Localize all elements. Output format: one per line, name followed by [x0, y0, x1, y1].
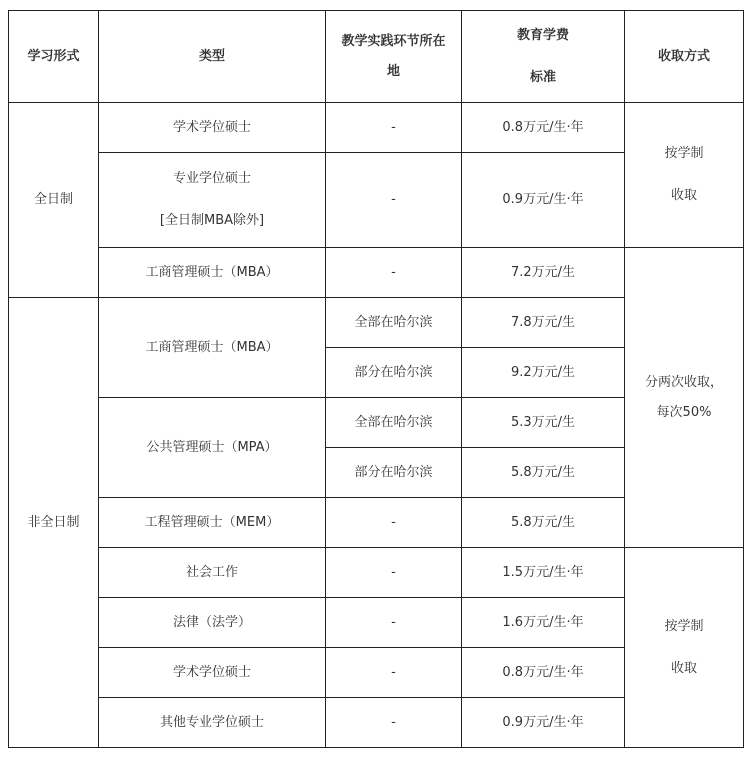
- type-cell: 其他专业学位硕士: [99, 698, 326, 748]
- type-cell: 学术学位硕士: [99, 103, 326, 153]
- header-fee: [462, 11, 625, 103]
- header-collect: 收取方式: [625, 11, 744, 103]
- header-row: [9, 11, 744, 103]
- type-cell: 社会工作: [99, 548, 326, 598]
- collect-line2: 收取: [670, 188, 697, 203]
- header-mode: 学习形式: [9, 11, 99, 103]
- collect-by-year: [625, 103, 744, 248]
- type-line1: 专业学位硕士: [172, 171, 251, 186]
- fee-cell: 0.9万元/生·年: [462, 698, 625, 748]
- header-type: 类型: [99, 11, 326, 103]
- collect-line1: 分两次收取，: [644, 374, 723, 390]
- fee-cell: 7.2万元/生: [462, 248, 625, 298]
- location-cell: 部分在哈尔滨: [326, 448, 462, 498]
- collect-line2: 每次50%: [656, 404, 712, 420]
- location-cell: -: [326, 248, 462, 298]
- fee-cell: 5.8万元/生: [462, 448, 625, 498]
- fee-cell: 9.2万元/生: [462, 348, 625, 398]
- fee-cell: 7.8万元/生: [462, 298, 625, 348]
- type-cell: 公共管理硕士（MPA）: [99, 398, 326, 498]
- location-cell: -: [326, 153, 462, 248]
- group-full-time: 全日制: [9, 103, 99, 298]
- location-cell: -: [326, 548, 462, 598]
- type-cell: [99, 153, 326, 248]
- collect-line1: 按学制: [664, 146, 704, 161]
- location-cell: 部分在哈尔滨: [326, 348, 462, 398]
- fee-cell: 5.8万元/生: [462, 498, 625, 548]
- table-row: [9, 248, 744, 298]
- fee-cell: 0.8万元/生·年: [462, 103, 625, 153]
- table-row: [9, 103, 744, 153]
- fee-cell: 0.8万元/生·年: [462, 648, 625, 698]
- group-part-time: 非全日制: [9, 298, 99, 748]
- table-row: [9, 548, 744, 598]
- type-cell: 工商管理硕士（MBA）: [99, 298, 326, 398]
- location-cell: -: [326, 103, 462, 153]
- type-cell: 工商管理硕士（MBA）: [99, 248, 326, 298]
- location-cell: 全部在哈尔滨: [326, 398, 462, 448]
- fee-cell: 1.6万元/生·年: [462, 598, 625, 648]
- collect-two-installments: [625, 248, 744, 548]
- type-cell: 工程管理硕士（MEM）: [99, 498, 326, 548]
- collect-line1: 按学制: [664, 618, 704, 634]
- fee-cell: 0.9万元/生·年: [462, 153, 625, 248]
- location-cell: -: [326, 698, 462, 748]
- collect-line2: 收取: [670, 660, 697, 676]
- type-line2: [全日制MBA除外]: [159, 213, 265, 228]
- tuition-table: [8, 10, 744, 748]
- location-cell: -: [326, 598, 462, 648]
- header-fee-line2: 标准: [529, 69, 556, 85]
- header-location: [326, 11, 462, 103]
- type-cell: 法律（法学）: [99, 598, 326, 648]
- fee-cell: 1.5万元/生·年: [462, 548, 625, 598]
- location-cell: 全部在哈尔滨: [326, 298, 462, 348]
- location-cell: -: [326, 648, 462, 698]
- type-cell: 学术学位硕士: [99, 648, 326, 698]
- collect-by-year-2: [625, 548, 744, 748]
- header-fee-line1: 教育学费: [516, 27, 569, 43]
- header-location-line2: 地: [386, 63, 400, 79]
- location-cell: -: [326, 498, 462, 548]
- fee-cell: 5.3万元/生: [462, 398, 625, 448]
- header-location-line1: 教学实践环节所在: [341, 33, 446, 49]
